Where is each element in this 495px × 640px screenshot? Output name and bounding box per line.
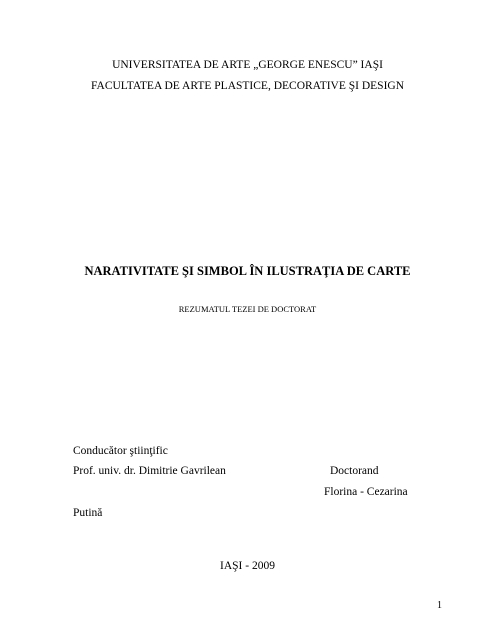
candidate-name-line1: Florina - Cezarina — [324, 486, 408, 498]
supervisor-label: Conducător ştiinţific — [73, 445, 168, 457]
place-year: IAŞI - 2009 — [220, 560, 275, 572]
faculty-name: FACULTATEA DE ARTE PLASTICE, DECORATIVE ŞI DESIGN — [90, 80, 405, 92]
thesis-title: NARATIVITATE ŞI SIMBOL ÎN ILUSTRAŢIA DE CARTE — [84, 264, 411, 278]
candidate-label: Doctorand — [330, 465, 379, 477]
supervisor-name: Prof. univ. dr. Dimitrie Gavrilean — [73, 465, 226, 477]
candidate-name-line2: Putină — [73, 507, 103, 519]
page-number: 1 — [437, 600, 442, 611]
thesis-subtitle: REZUMATUL TEZEI DE DOCTORAT — [178, 304, 317, 314]
university-name: UNIVERSITATEA DE ARTE „GEORGE ENESCU” IAŞI — [112, 59, 383, 71]
